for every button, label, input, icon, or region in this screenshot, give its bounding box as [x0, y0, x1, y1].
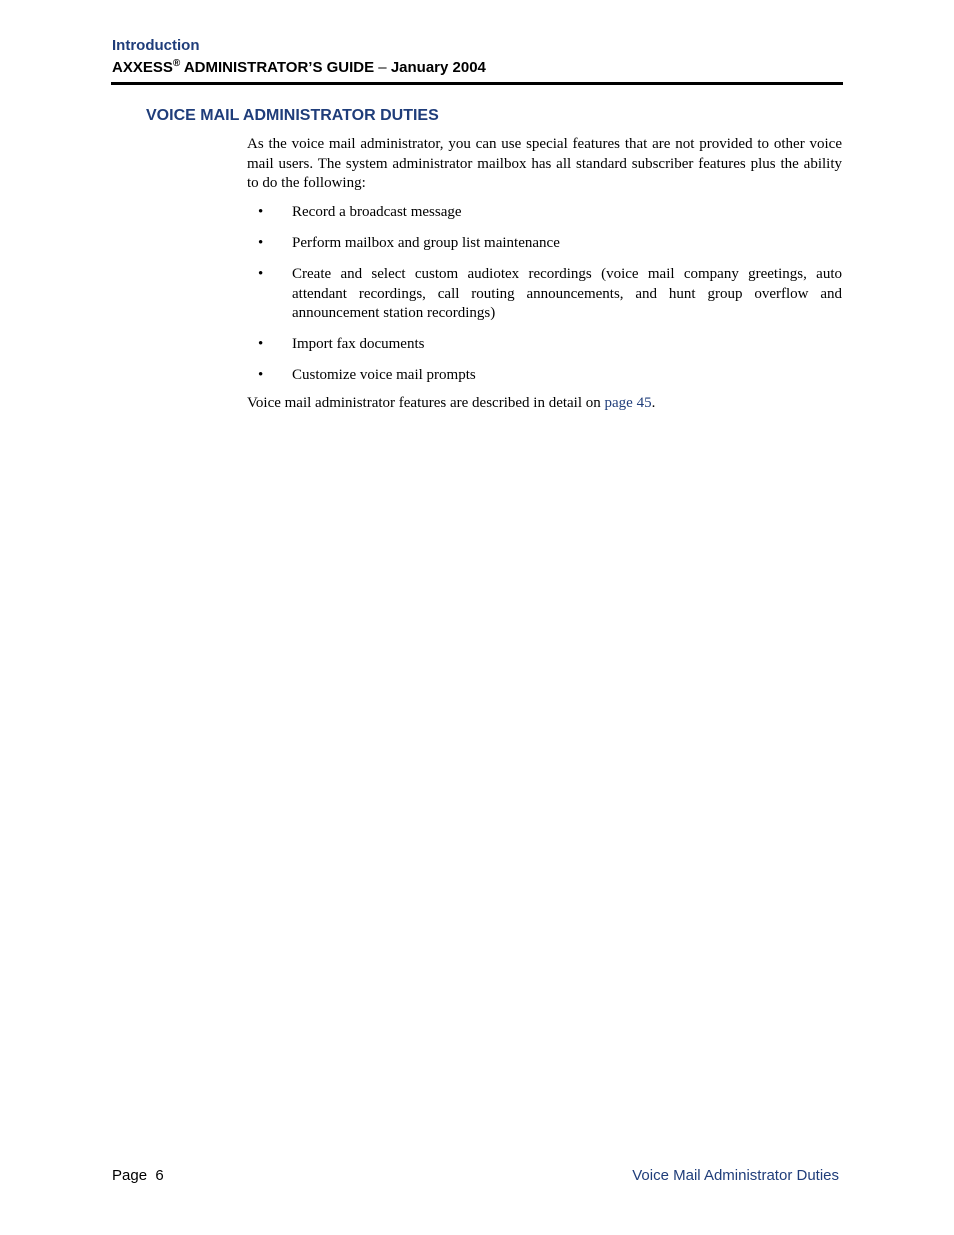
- list-item-text: Create and select custom audiotex recordings (voice mail company greetings, auto attendant recordings, call routing announcements, and hunt group overflow and announcement station recordings): [292, 266, 842, 321]
- footer-page-number: Page 6: [112, 1167, 164, 1184]
- list-item-text: Perform mailbox and group list maintenance: [292, 235, 560, 251]
- doc-title-date: January 2004: [390, 59, 486, 76]
- list-item-text: Record a broadcast message: [292, 204, 462, 220]
- list-item: [247, 265, 842, 324]
- list-item: [247, 203, 842, 223]
- doc-title-product: AXXESS: [112, 59, 173, 76]
- outro-end: .: [651, 395, 656, 411]
- bullet-icon: •: [258, 204, 264, 220]
- header-divider: [111, 82, 843, 85]
- section-title: VOICE MAIL ADMINISTRATOR DUTIES: [146, 107, 439, 124]
- list-item: [247, 335, 842, 355]
- bullet-icon: •: [258, 266, 264, 282]
- bullet-icon: •: [258, 367, 264, 383]
- running-header-doc-title: [112, 59, 486, 76]
- doc-title-dash: –: [374, 59, 391, 76]
- footer-section-title: Voice Mail Administrator Duties: [632, 1167, 839, 1184]
- list-item-text: Import fax documents: [292, 336, 425, 352]
- list-item: [247, 366, 842, 386]
- running-header-section: Introduction: [112, 37, 200, 54]
- list-item: [247, 234, 842, 254]
- outro-text: Voice mail administrator features are described in detail on: [247, 395, 605, 411]
- registered-mark: ®: [172, 58, 181, 69]
- duties-list: [247, 203, 842, 397]
- page-45-link[interactable]: page 45: [604, 395, 652, 411]
- bullet-icon: •: [258, 235, 264, 251]
- doc-title-rest: ADMINISTRATOR’S GUIDE: [180, 59, 375, 76]
- bullet-icon: •: [258, 336, 264, 352]
- intro-paragraph: As the voice mail administrator, you can use special features that are not provided to other voice mail users. The system administrator mailbox has all standard subscriber features plus the ability to do the following:: [247, 136, 842, 191]
- list-item-text: Customize voice mail prompts: [292, 367, 476, 383]
- outro-paragraph: [247, 394, 842, 414]
